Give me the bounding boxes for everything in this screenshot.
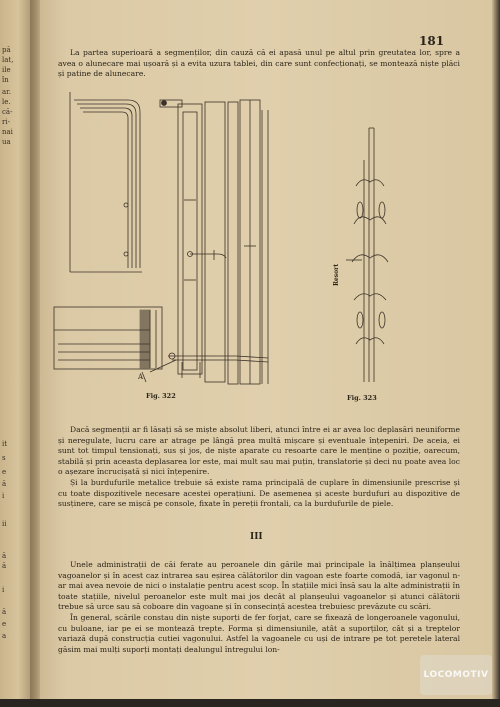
adjacent-page-fragment: it [2, 440, 8, 448]
adjacent-page-fragment: că- [2, 108, 13, 116]
bottom-paragraphs [58, 560, 460, 655]
figure-323-label: Resort [333, 263, 340, 286]
adjacent-page-fragment: ar. [2, 88, 11, 96]
adjacent-page-fragment: le. [2, 98, 11, 106]
middle-paragraph-2: Și la burdufurile metalice trebuie să existe rama principală de cuplare în dimensiunile prescrise și cu toate dispozitivele necesare acestei operațiuni. De asemenea și aceste burdufuri au dispozitive de susținere, care se mișcă pe console, fixate în pereții frontali, ca la burdufurile de piele. [58, 477, 460, 509]
adjacent-page-fragment: i [2, 492, 5, 500]
adjacent-page-fragment: i [2, 586, 5, 594]
adjacent-page-fragment: ri- [2, 118, 10, 126]
bottom-paragraph-1: Unele administrații de căi ferate au peroanele din gările mai principale la înălțimea planșeului vagoanelor și în acest caz intrarea sau eșirea călătorilor din vagoan este foarte comodă, iar vagonul n-ar mai avea nevoie de nici o instalație pentru acest scop. În stațiile mici însă sau la alte administrații în toate stațiile, nivelul peroanelor este mult mai jos decât al planșeului vagoanelor și atunci călătorii trebue să urce sau să coboare din vagoane și în consecință acestea trebuiesc prevăzute cu scări. [58, 560, 460, 612]
adjacent-page-fragment: în [2, 76, 9, 84]
adjacent-page-fragment: ă [2, 552, 7, 560]
adjacent-page-fragment: e [2, 468, 7, 476]
bottom-paragraph-2: În general, scările constau din niște suporți de fer forjat, care se fixează de longeroanele vagonului, cu buloane, iar pe ei se montează trepte. Forma și dimensiunile, atât a suporților, cât și a treptelor variază după construcția cutiei vagonului. Astfel la vagoanele cu uși de intrare pe tot peretele lateral găsim mai mulți suporți montați dealungul întregului lon- [58, 612, 460, 654]
middle-paragraphs [58, 425, 460, 510]
adjacent-page-fragment: s [2, 454, 6, 462]
watermark-logo: LOCOMOTIV [420, 655, 492, 695]
adjacent-page-fragment: nai [2, 128, 13, 136]
adjacent-page-fragment: ii [2, 520, 7, 528]
adjacent-page-fragment: lat, [2, 56, 14, 64]
adjacent-page-fragment: ă [2, 608, 7, 616]
adjacent-page-fragment: pă [2, 46, 11, 54]
figure-322-caption: Fig. 322 [146, 392, 176, 400]
middle-paragraph-1: Dacă segmenții ar fi lăsați să se miște absolut liberi, atunci între ei ar avea loc deplasări neuniforme și neregulate, lucru care ar atrage pe lângă prea multă mișcare și eventuale înțepeniri. De aceia, ei sunt tot timpul tensionați, sus și jos, de niște aparate cu resoarte care le menține o poziție, oarecum, stabilă și prin aceasta deplasarea lor este, mai mult sau mai puțin, translatorie și deci nu poate avea loc o așezare încrucișată și nici înțepenire. [58, 425, 460, 477]
intro-paragraph-text: La partea superioară a segmenților, din cauză că ei apasă unul pe altul prin greutatea lor, spre a avea o alunecare mai ușoară și a evita uzura tablei, din care sunt confecționați, se montează niște plăci și patine de alunecare. [58, 48, 460, 79]
figure-323-caption: Fig. 323 [347, 394, 377, 402]
figure-322-label-a: A [138, 373, 144, 381]
adjacent-page-fragment: ua [2, 138, 11, 146]
adjacent-page-fragment: ă [2, 562, 7, 570]
page-number: 181 [419, 34, 445, 48]
section-numeral: III [250, 532, 263, 542]
adjacent-page-fragment: ă [2, 480, 7, 488]
adjacent-page-fragment: e [2, 620, 7, 628]
adjacent-page-fragment: a [2, 632, 7, 640]
adjacent-page-fragment: ile [2, 66, 11, 74]
